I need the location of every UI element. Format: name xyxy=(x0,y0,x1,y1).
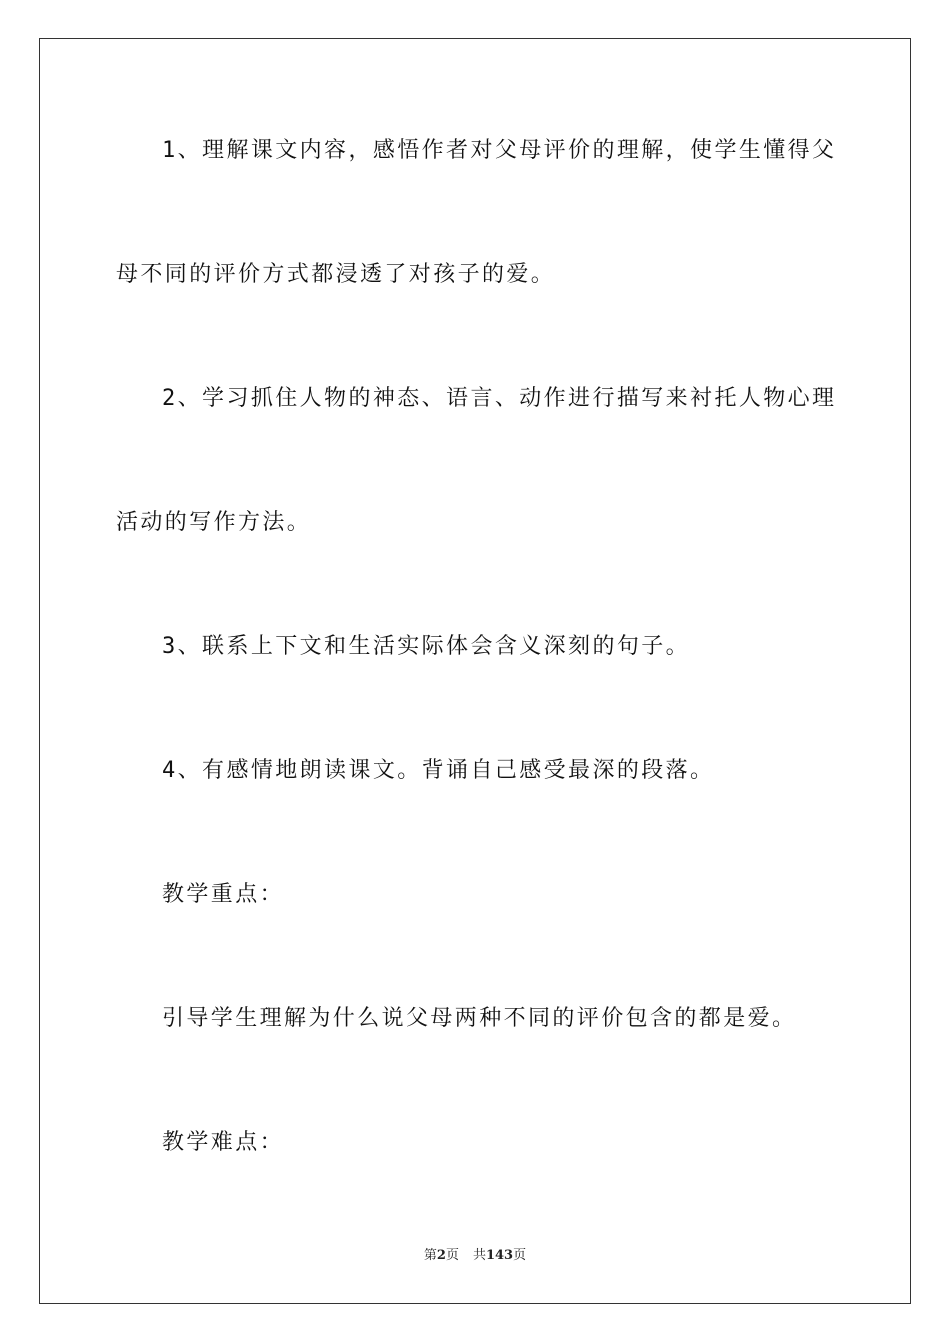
page-footer xyxy=(0,1247,950,1265)
objective-2-line-1: 2、学习抓住人物的神态、语言、动作进行描写来衬托人物心理 xyxy=(162,386,837,411)
objective-1-line-1: 1、理解课文内容，感悟作者对父母评价的理解，使学生懂得父 xyxy=(162,138,837,163)
total-suffix: 页 xyxy=(513,1248,527,1263)
page-prefix: 第 xyxy=(423,1248,437,1263)
objective-1-line-2: 母不同的评价方式都浸透了对孩子的爱。 xyxy=(116,262,556,287)
difficulties-heading: 教学难点： xyxy=(162,1130,285,1155)
total-pages: 143 xyxy=(485,1248,514,1263)
page-border xyxy=(39,38,911,1304)
objective-3: 3、联系上下文和生活实际体会含义深刻的句子。 xyxy=(162,634,691,659)
objective-4: 4、有感情地朗读课文。背诵自己感受最深的段落。 xyxy=(162,758,715,783)
key-points-text: 引导学生理解为什么说父母两种不同的评价包含的都是爱。 xyxy=(162,1006,797,1031)
objective-2-line-2: 活动的写作方法。 xyxy=(116,510,312,535)
page-number: 2 xyxy=(436,1248,446,1263)
key-points-heading: 教学重点： xyxy=(162,882,285,907)
total-prefix: 共 xyxy=(472,1248,486,1263)
page-suffix: 页 xyxy=(445,1248,459,1263)
